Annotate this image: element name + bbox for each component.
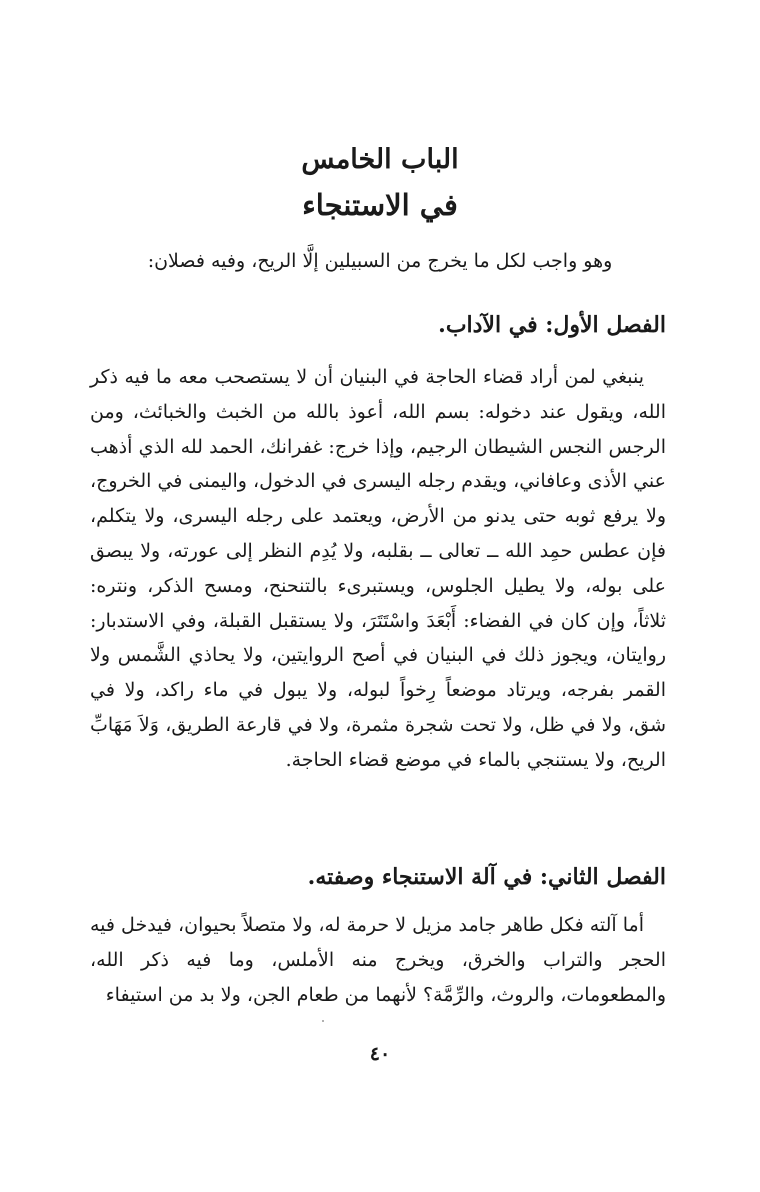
page-number: ٤٠	[369, 1043, 391, 1065]
section-heading-2: الفصل الثاني: في آلة الاستنجاء وصفته.	[307, 864, 666, 890]
paper-speck	[322, 1020, 324, 1022]
chapter-title: الباب الخامس	[301, 144, 459, 175]
section-body-2: أما آلته فكل طاهر جامد مزيل لا حرمة له، ولا متصلاً بحيوان، فيدخل فيه الحجر والتراب والخرق، ويخرج منه الأملس، وما فيه ذكر الله، والمطعومات، والروث، والرِّمَّة؟ لأنهما من طعام الجن، ولا بد من استيفاء	[90, 914, 666, 1006]
chapter-intro: وهو واجب لكل ما يخرج من السبيلين إلَّا الريح، وفيه فصلان:	[147, 250, 613, 272]
section-heading-1: الفصل الأول: في الآداب.	[438, 312, 666, 338]
section-body-1: ينبغي لمن أراد قضاء الحاجة في البنيان أن لا يستصحب معه ما فيه ذكر الله، ويقول عند دخوله: بسم الله، أعوذ بالله من الخبث والخبائث، ومن الرجس النجس الشيطان الرجيم، وإذا خرج: غفرانك، الحمد لله الذي أذهب عني الأذى وعافاني، ويقدم رجله اليسرى في الدخول، واليمنى في الخروج، ولا يرفع ثوبه حتى يدنو من الأرض، ويعتمد على رجله اليسرى، ولا يتكلم، فإن عطس حمِد الله ــ تعالى ــ بقلبه، ولا يُدِم النظر إلى عورته، ولا يبصق على بوله، ولا يطيل الجلوس، ويستبرىء بالتنحنح، ومسح الذكر، ونتره: ثلاثاً، وإن كان في الفضاء: أَبْعَدَ واسْتَتَرَ، ولا يستقبل القبلة، وفي الاستدبار: روايتان، ويجوز ذلك في البنيان في أصح الروايتين، ولا يحاذي الشَّمس ولا القمر بفرجه، ويرتاد موضعاً رِخواً لبوله، ولا يبول في ماء راكد، ولا في شق، ولا في ظل، ولا تحت شجرة مثمرة، ولا في قارعة الطريق، وَلاَ مَهَابِّ الريح، ولا يستنجي بالماء في موضع قضاء الحاجة.	[90, 366, 666, 771]
chapter-subtitle: في الاستنجاء	[302, 188, 458, 222]
